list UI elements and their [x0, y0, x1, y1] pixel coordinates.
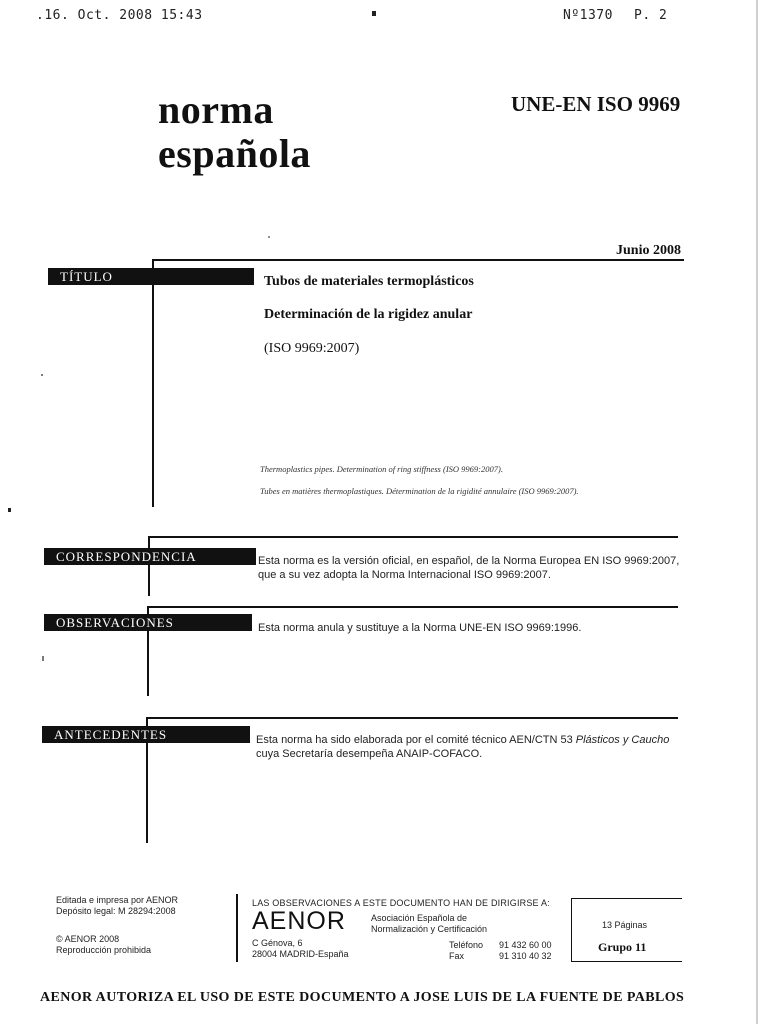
doc-type-line2: española: [158, 131, 311, 176]
title-french: Tubes en matières thermoplastiques. Détermination de la rigidité annulaire (ISO 9969:2007).: [260, 486, 579, 496]
footer-assoc-line2: Normalización y Certificación: [371, 924, 488, 934]
title-line3: (ISO 9969:2007): [264, 341, 360, 356]
fax-datetime: .16. Oct. 2008 15:43: [36, 8, 203, 23]
footer-copyright: © AENOR 2008: [56, 934, 120, 944]
publication-date: Junio 2008: [616, 243, 681, 258]
footer-copyright-block: [56, 934, 151, 956]
fax-mark: [372, 11, 376, 16]
doc-type-heading: [158, 88, 311, 176]
scan-speck: [41, 374, 43, 376]
footer-address-line1: C Génova, 6: [252, 938, 303, 948]
title-line1: Tubos de materiales termoplásticos: [264, 274, 474, 289]
correspondencia-rule: [148, 536, 678, 538]
title-english: Thermoplastics pipes. Determination of ring stiffness (ISO 9969:2007).: [260, 464, 503, 474]
antecedentes-committee-name: Plásticos y Caucho: [575, 734, 670, 746]
aenor-logo: AENOR: [252, 907, 346, 935]
footer-fax: 91 310 40 32: [499, 951, 552, 961]
antecedentes-line1: Esta norma ha sido elaborada por el comité técnico AEN/CTN 53: [256, 734, 576, 746]
label-antecedentes: ANTECEDENTES: [42, 726, 250, 743]
label-observaciones: OBSERVACIONES: [44, 614, 252, 631]
footer-group: Grupo 11: [598, 940, 647, 954]
authorization-notice: AENOR AUTORIZA EL USO DE ESTE DOCUMENTO A JOSE LUIS DE LA FUENTE DE PABLOS: [40, 990, 685, 1005]
footer-fax-label: Fax: [449, 951, 465, 961]
footer-phone-label: Teléfono: [449, 940, 484, 950]
title-line2: Determinación de la rigidez anular: [264, 307, 473, 322]
correspondencia-vertical-rule: [148, 536, 150, 596]
footer-address-line2: 28004 MADRID-España: [252, 949, 349, 959]
standard-code: UNE-EN ISO 9969: [511, 92, 681, 116]
footer-observations-notice: LAS OBSERVACIONES A ESTE DOCUMENTO HAN DE DIRIGIRSE A:: [252, 898, 550, 908]
label-correspondencia: CORRESPONDENCIA: [44, 548, 256, 565]
scan-speck: [268, 236, 270, 238]
footer-assoc-line1: Asociación Española de: [371, 913, 468, 923]
title-rule: [152, 259, 684, 261]
footer-pages: 13 Páginas: [602, 920, 648, 930]
antecedentes-line2: cuya Secretaría desempeña ANAIP-COFACO.: [256, 748, 483, 760]
observaciones-rule: [147, 606, 678, 608]
footer-legal-deposit: Depósito legal: M 28294:2008: [56, 906, 176, 916]
antecedentes-rule: [146, 717, 678, 719]
footer-edited-by: Editada e impresa por AENOR: [56, 895, 179, 905]
fax-number: Nº1370: [563, 8, 613, 23]
footer-divider: [236, 894, 238, 962]
scan-speck: [8, 508, 11, 512]
correspondencia-text: [258, 554, 679, 582]
footer-address: [252, 938, 349, 960]
footer-reproduction: Reproducción prohibida: [56, 945, 152, 955]
label-titulo: TÍTULO: [48, 268, 254, 285]
scan-speck: [42, 656, 44, 661]
correspondencia-line1: Esta norma es la versión oficial, en español, de la Norma Europea EN ISO 9969:2007,: [258, 555, 680, 567]
title-vertical-rule: [152, 259, 154, 507]
footer-association: [371, 913, 487, 935]
observaciones-text: Esta norma anula y sustituye a la Norma UNE-EN ISO 9969:1996.: [258, 622, 582, 634]
antecedentes-text: [256, 733, 669, 761]
fax-page: P. 2: [634, 8, 668, 23]
page-edge: [756, 0, 758, 1024]
correspondencia-line2: que a su vez adopta la Norma Internacional ISO 9969:2007.: [258, 569, 551, 581]
footer-edition: [56, 895, 178, 917]
footer-phone: 91 432 60 00: [499, 940, 552, 950]
doc-type-line1: norma: [158, 87, 274, 132]
